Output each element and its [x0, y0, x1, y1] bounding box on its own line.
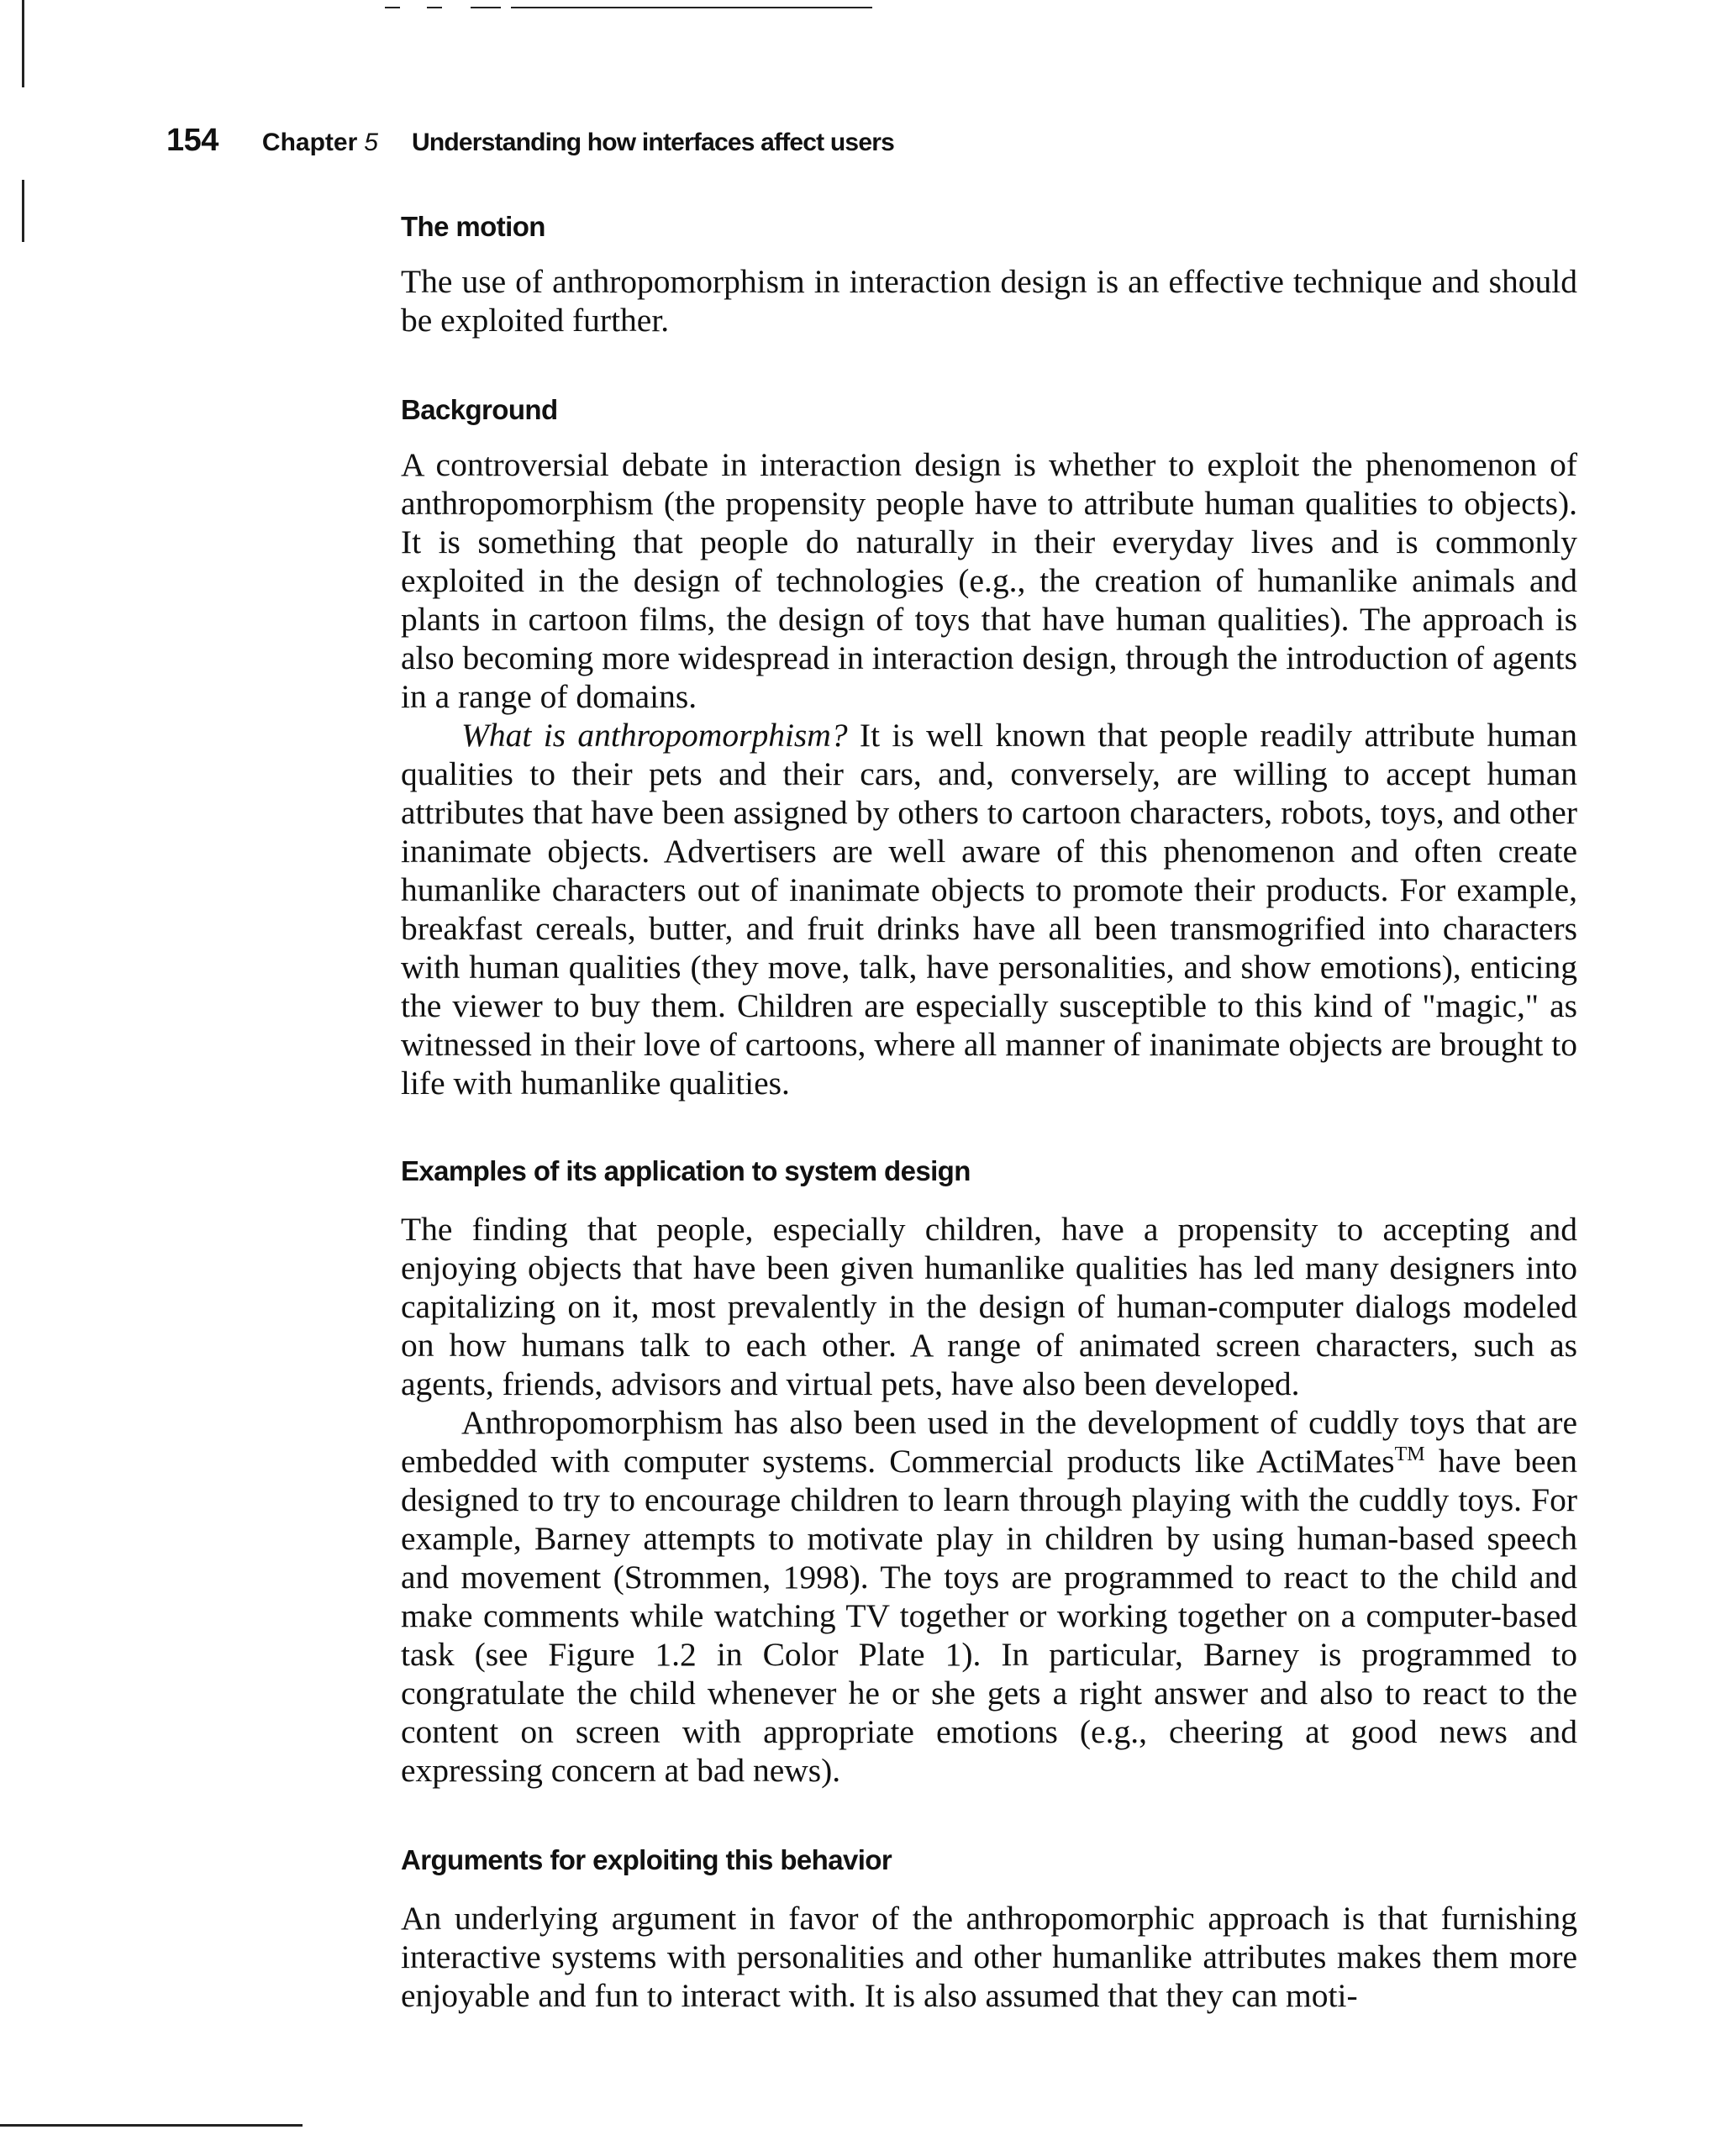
scan-mark-top-dash-3 — [471, 7, 501, 8]
page-body — [401, 192, 1577, 2015]
scan-mark-left — [22, 180, 24, 242]
scan-mark-top-rule — [511, 7, 872, 8]
paragraph-motion: The use of anthropomorphism in interaction design is an effective technique and should be exploited further. — [401, 263, 1577, 339]
paragraph-examples-2-part-a: Anthropomorphism has also been used in the development of cuddly toys that are embedded with computer systems. Commercial products like ActiMates — [401, 1404, 1577, 1480]
page-number: 154 — [166, 123, 218, 158]
heading-the-motion: The motion — [401, 211, 545, 242]
chapter-title: Understanding how interfaces affect users — [411, 129, 894, 156]
heading-arguments: Arguments for exploiting this behavior — [401, 1844, 892, 1875]
chapter-number: 5 — [364, 129, 378, 156]
paragraph-examples-2 — [401, 1403, 1577, 1790]
trademark-symbol: TM — [1394, 1443, 1425, 1465]
paragraph-examples-2-part-b: have been designed to try to encourage children to learn through playing with the cuddly toys. For example, Barney attempts to motivate play in children by using human-based speech and movement (Strommen, 1998). The toys are programmed to react to the child and make comments while watching TV together or working together on a computer-based task (see Figure 1.2 in Color Plate 1). In particular, Barney is programmed to congratulate the child whenever he or she gets a right answer and also to react to the content on screen with appropriate emotions (e.g., cheering at good news and expressing concern at bad news). — [401, 1443, 1577, 1789]
run-in-question: What is anthropomorphism? — [461, 717, 848, 754]
scan-mark-bottom-rule — [0, 2124, 303, 2127]
heading-background: Background — [401, 394, 558, 425]
scan-mark-top-left — [22, 0, 24, 87]
paragraph-examples-1: The finding that people, especially children, have a propensity to accepting and enjoying objects that have been given humanlike qualities has led many designers into capitalizing on it, most prevalently in the design of human-computer dialogs modeled on how humans talk to each other. A range of animated screen characters, such as agents, friends, advisors and virtual pets, have also been developed. — [401, 1211, 1577, 1402]
paragraph-background-2-text: It is well known that people readily attribute human qualities to their pets and their cars, and, conversely, are willing to accept human attributes that have been assigned by others to cartoon characters, robots, toys, and other inanimate objects. Advertisers are well aware of this phenomenon and often create humanlike characters out of inanimate objects to promote their products. For example, breakfast cereals, butter, and fruit drinks have all been transmogrified into characters with human qualities (they move, talk, have personalities, and show emotions), enticing the viewer to buy them. Children are especially susceptible to this kind of "magic," as witnessed in their love of cartoons, where all manner of inanimate objects are brought to life with humanlike qualities. — [401, 717, 1577, 1102]
scan-mark-top-dash-1 — [385, 7, 400, 8]
paragraph-arguments-1: An underlying argument in favor of the anthropomorphic approach is that furnishing interactive systems with personalities and other humanlike attributes makes them more enjoyable and fun to interact with. It is also assumed that they can moti- — [401, 1900, 1577, 2014]
paragraph-background-2 — [401, 716, 1577, 1102]
chapter-label: Chapter — [261, 129, 358, 156]
running-header — [166, 123, 894, 163]
paragraph-background-1: A controversial debate in interaction design is whether to exploit the phenomenon of anthropomorphism (the propensity people have to attribute human qualities to objects). It is something that people do naturally in their everyday lives and is commonly exploited in the design of technologies (e.g., the creation of humanlike animals and plants in cartoon films, the design of toys that have human qualities). The approach is also becoming more widespread in interaction design, through the introduction of agents in a range of domains. — [401, 446, 1577, 715]
heading-examples: Examples of its application to system design — [401, 1155, 971, 1186]
scan-mark-top-dash-2 — [427, 7, 442, 8]
